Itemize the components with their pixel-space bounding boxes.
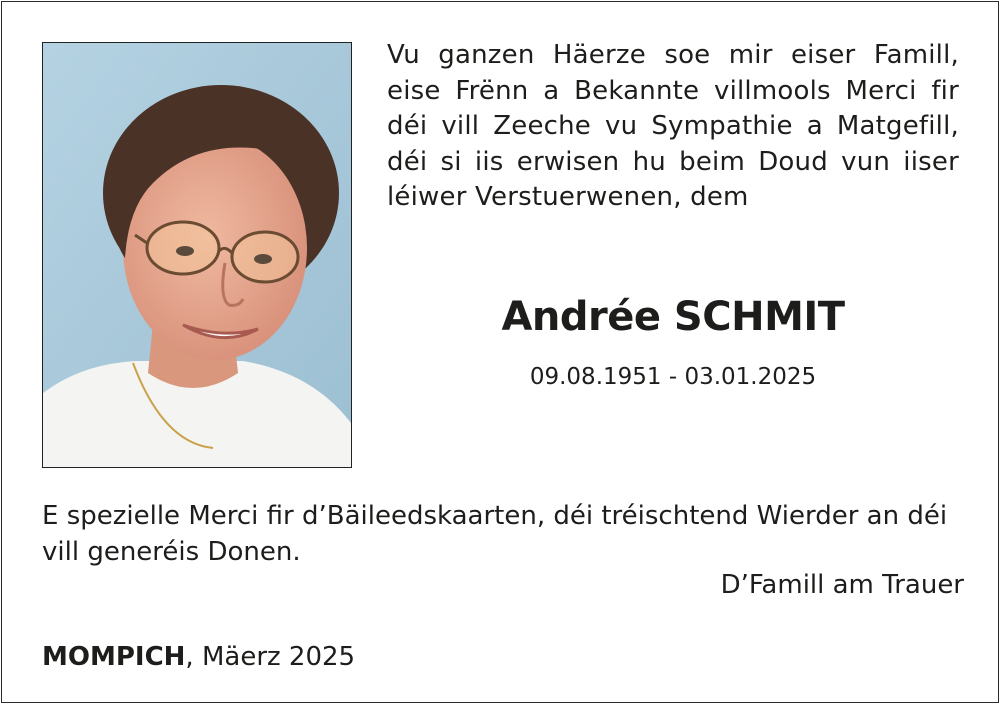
place-date: , Mäerz 2025 [185, 642, 356, 672]
special-thanks-text: E spezielle Merci fir d’Bäileedskaarten, déi tréischtend Wierder an déi vill generéis Donen. [42, 501, 948, 567]
portrait-image [43, 43, 351, 467]
place-name: MOMPICH [42, 642, 186, 672]
life-dates: 09.08.1951 - 03.01.2025 [529, 364, 817, 390]
deceased-name: Andrée SCHMIT [501, 294, 845, 340]
family-signature: D’Famill am Trauer [720, 570, 964, 600]
place-date-line [42, 642, 355, 672]
portrait-photo [42, 42, 352, 468]
intro-text: Vu ganzen Häerze soe mir eiser Famill, eise Frënn a Bekannte villmools Merci fir déi vill Zeeche vu Sympathie a Matgefill, déi si iis erwisen hu beim Doud vun iiser léiwer Verstuerwenen, dem [387, 40, 959, 212]
notice-frame [1, 1, 999, 703]
